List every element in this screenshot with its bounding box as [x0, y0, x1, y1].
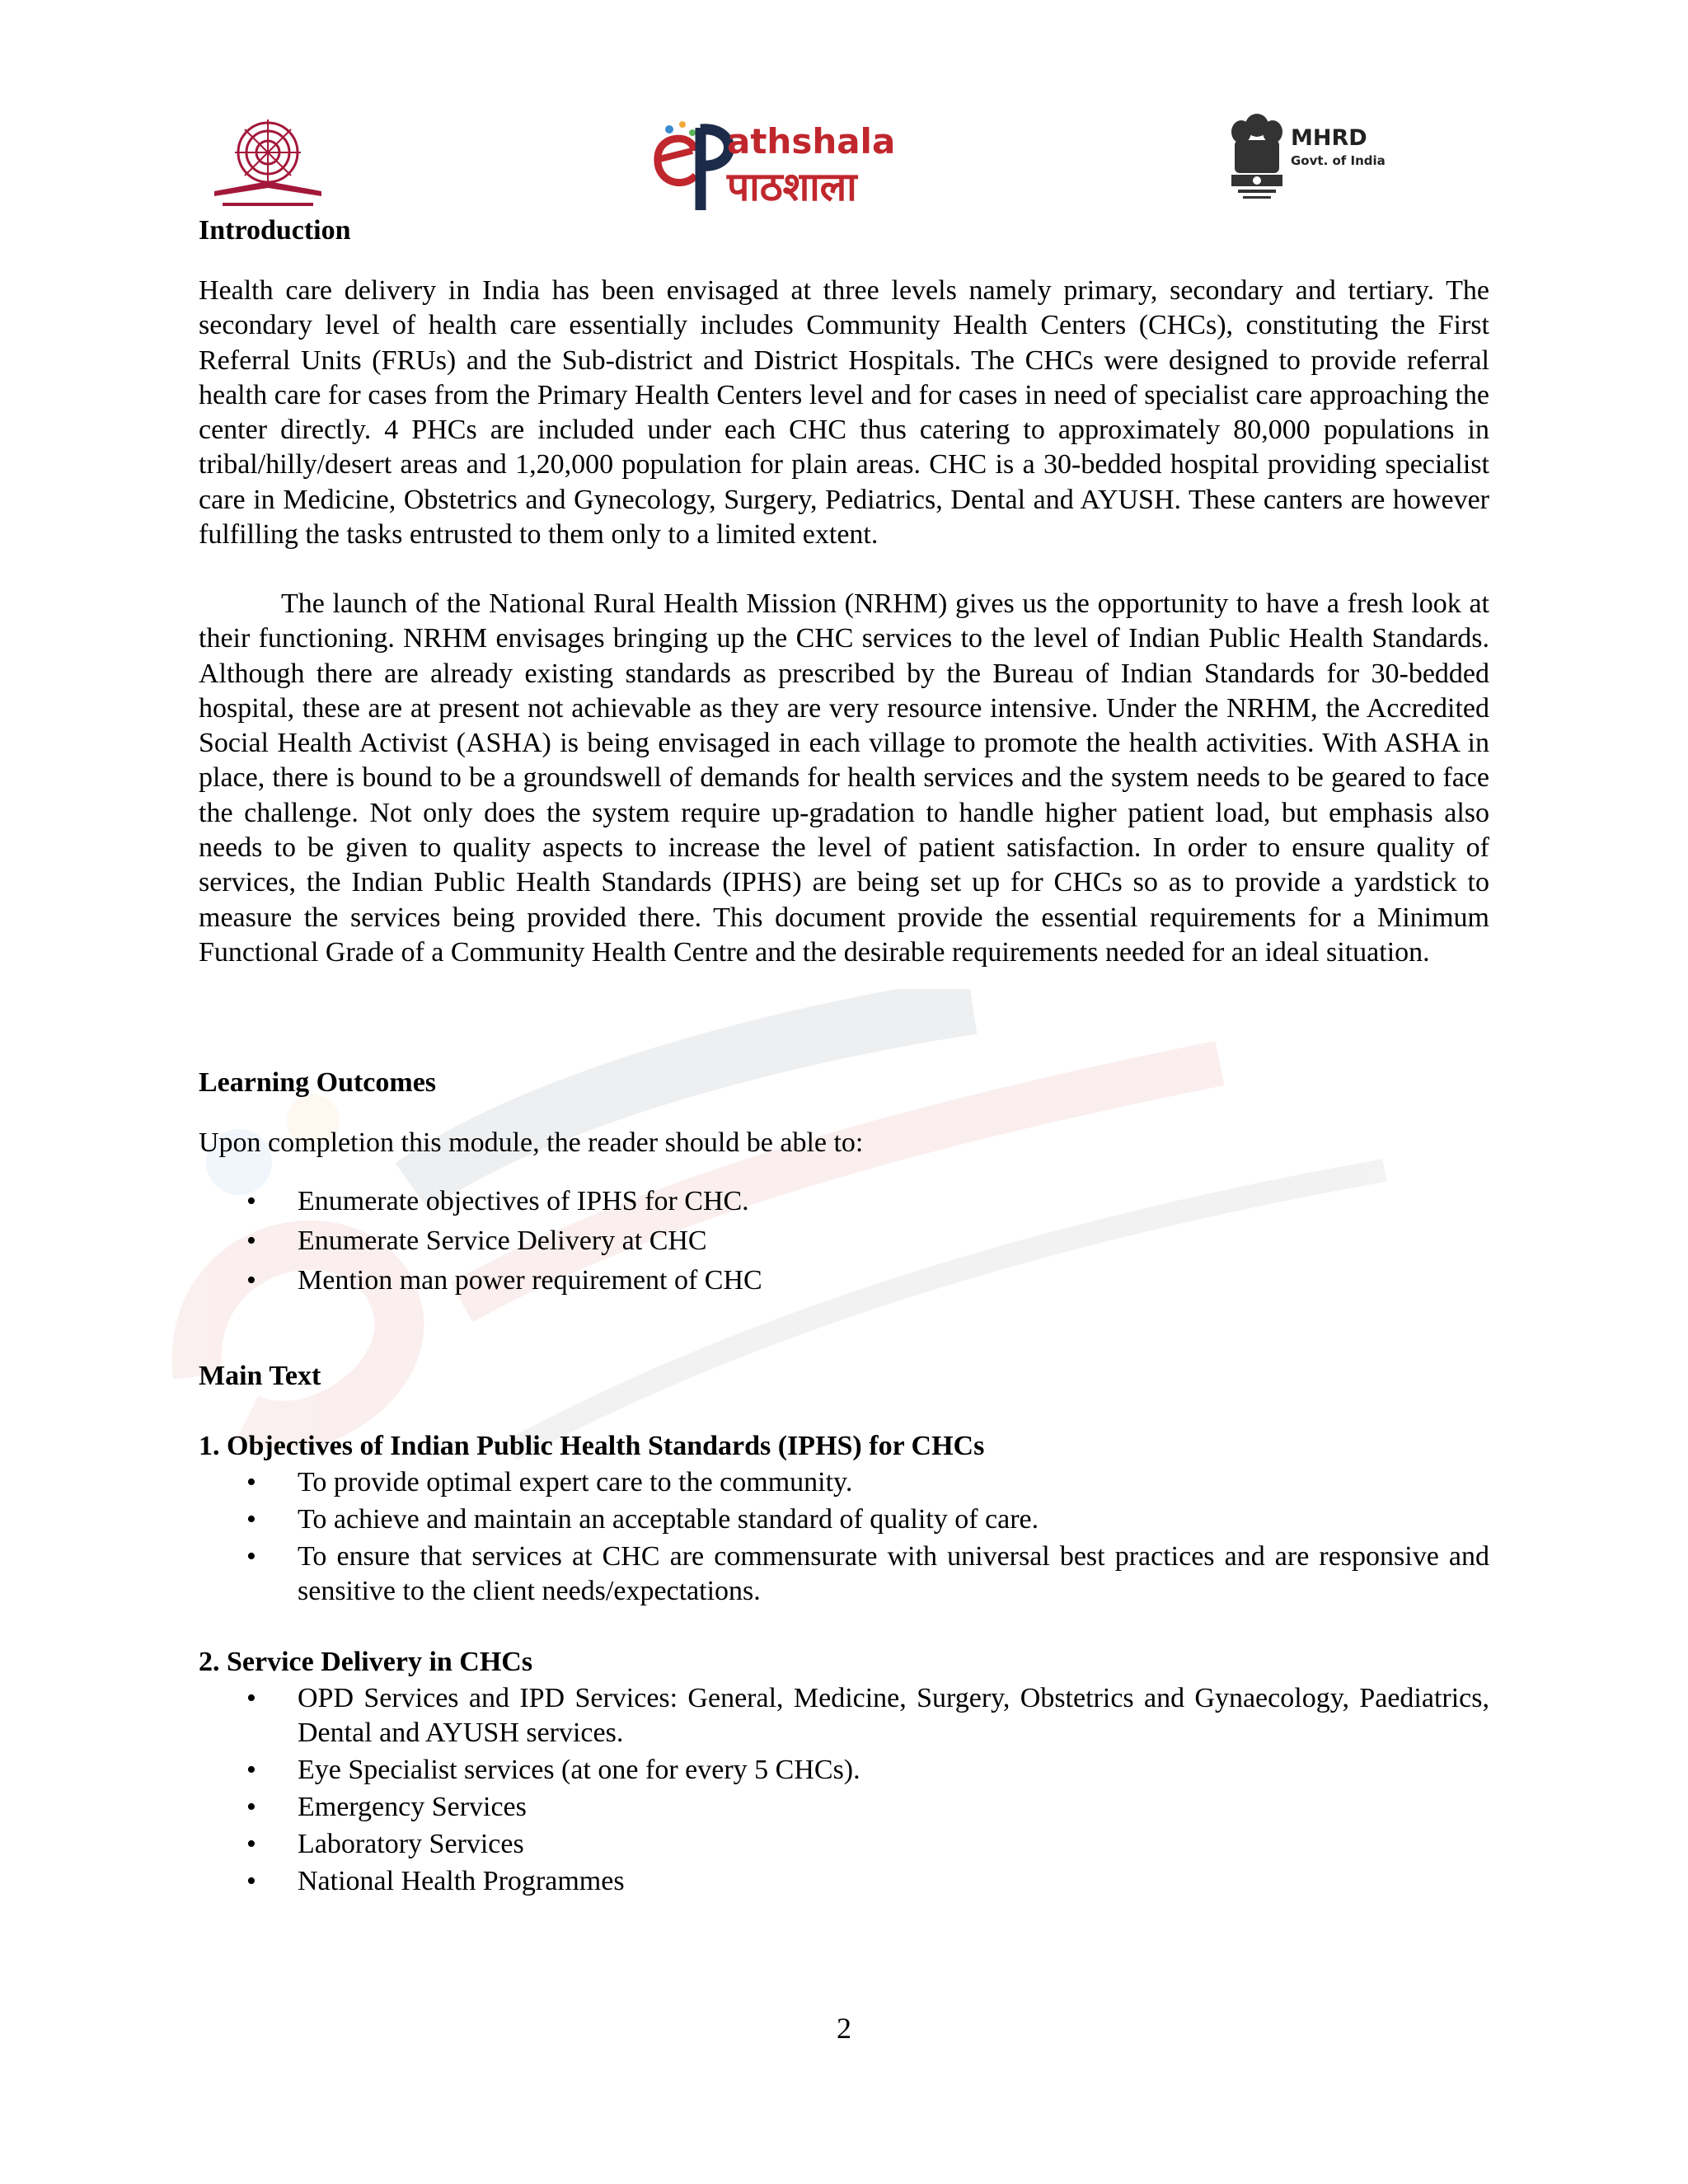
epathshala-logo [651, 111, 948, 218]
list-item: • Eye Specialist services (at one for every 5 CHCs). [199, 1753, 1489, 1788]
list-item: • OPD Services and IPD Services: General, Medicine, Surgery, Obstetrics and Gynaecology, Paediatrics, Dental and AYUSH services. [246, 1683, 1489, 1748]
list-item: • To achieve and maintain an acceptable standard of quality of care. [199, 1502, 1489, 1537]
mhrd-subtitle: Govt. of India [1291, 153, 1386, 168]
main-text-heading: Main Text [199, 1361, 321, 1391]
ashoka-emblem-icon [1226, 107, 1287, 206]
introduction-paragraph-1: Health care delivery in India has been envisaged at three levels namely primary, secondary and tertiary. The secondary level of health care essentially includes Community Health Centers (CHCs), constituting the First Referral Units (FRUs) and the Sub-district and District Hospitals. The CHCs were designed to provide referral health care for cases from the Primary Health Centers level and for cases in need of specialist care approaching the center directly. 4 PHCs are included under each CHC thus catering to approximately 80,000 populations in tribal/hilly/desert areas and 1,20,000 population for plain areas. CHC is a 30-bedded hospital providing specialist care in Medicine, Obstetrics and Gynecology, Surgery, Pediatrics, Dental and AYUSH. These canters are however fulfilling the tasks entrusted to them only to a limited extent. [199, 275, 1489, 551]
bullet-icon: • [246, 1265, 256, 1296]
bullet-icon: • [246, 1755, 256, 1785]
epathshala-word: athshala [727, 121, 896, 162]
mhrd-title: MHRD [1291, 125, 1367, 151]
bullet-icon: • [246, 1541, 256, 1572]
bullet-icon: • [246, 1504, 256, 1535]
bullet-icon: • [246, 1186, 256, 1216]
mhrd-logo [1226, 107, 1391, 214]
list-item: • Enumerate objectives of IPHS for CHC. [199, 1184, 1489, 1224]
page-number: 2 [837, 2012, 851, 2045]
epathshala-hindi: पाठशाला [727, 164, 857, 210]
service-delivery-list [199, 1681, 1489, 1901]
bullet-icon: • [246, 1866, 256, 1896]
objectives-list [199, 1465, 1489, 1611]
list-item: • National Health Programmes [199, 1864, 1489, 1899]
bullet-icon: • [246, 1226, 256, 1256]
introduction-heading: Introduction [199, 215, 351, 246]
list-item: • Enumerate Service Delivery at CHC [199, 1224, 1489, 1263]
list-item: • To provide optimal expert care to the community. [199, 1465, 1489, 1500]
bullet-icon: • [246, 1683, 256, 1713]
list-item: • Mention man power requirement of CHC [199, 1263, 1489, 1303]
service-delivery-heading: 2. Service Delivery in CHCs [199, 1647, 533, 1677]
university-emblem-logo [198, 115, 338, 214]
list-item: • To ensure that services at CHC are commensurate with universal best practices and are responsive and sensitive to the client needs/expectations. [246, 1541, 1489, 1606]
list-item: • Laboratory Services [199, 1827, 1489, 1862]
learning-outcomes-intro: Upon completion this module, the reader should be able to: [199, 1127, 864, 1158]
learning-outcomes-list [199, 1184, 1489, 1303]
introduction-paragraph-2: The launch of the National Rural Health Mission (NRHM) gives us the opportunity to have a fresh look at their functioning. NRHM envisages bringing up the CHC services to the level of Indian Public Health Standards. Although there are already existing standards as prescribed by the Bureau of Indian Standards for 30-bedded hospital, these are at present not achievable as they are very resource intensive. Under the NRHM, the Accredited Social Health Activist (ASHA) is being envisaged in each village to promote the health activities. With ASHA in place, there is bound to be a groundswell of demands for health services and the system needs to be geared to face the challenge. Not only does the system require up-gradation to handle higher patient load, but emphasis also needs to be given to quality aspects to increase the level of patient satisfaction. In order to ensure quality of services, the Indian Public Health Standards (IPHS) are being set up for CHCs so as to provide a yardstick to measure the services being provided there. This document provide the essential requirements for a Minimum Functional Grade of a Community Health Centre and the desirable requirements needed for an ideal situation. [199, 588, 1489, 968]
objectives-heading: 1. Objectives of Indian Public Health Standards (IPHS) for CHCs [199, 1431, 985, 1461]
bullet-icon: • [246, 1467, 256, 1497]
bullet-icon: • [246, 1792, 256, 1822]
learning-outcomes-heading: Learning Outcomes [199, 1067, 437, 1098]
list-item: • Emergency Services [199, 1790, 1489, 1825]
bullet-icon: • [246, 1829, 256, 1859]
